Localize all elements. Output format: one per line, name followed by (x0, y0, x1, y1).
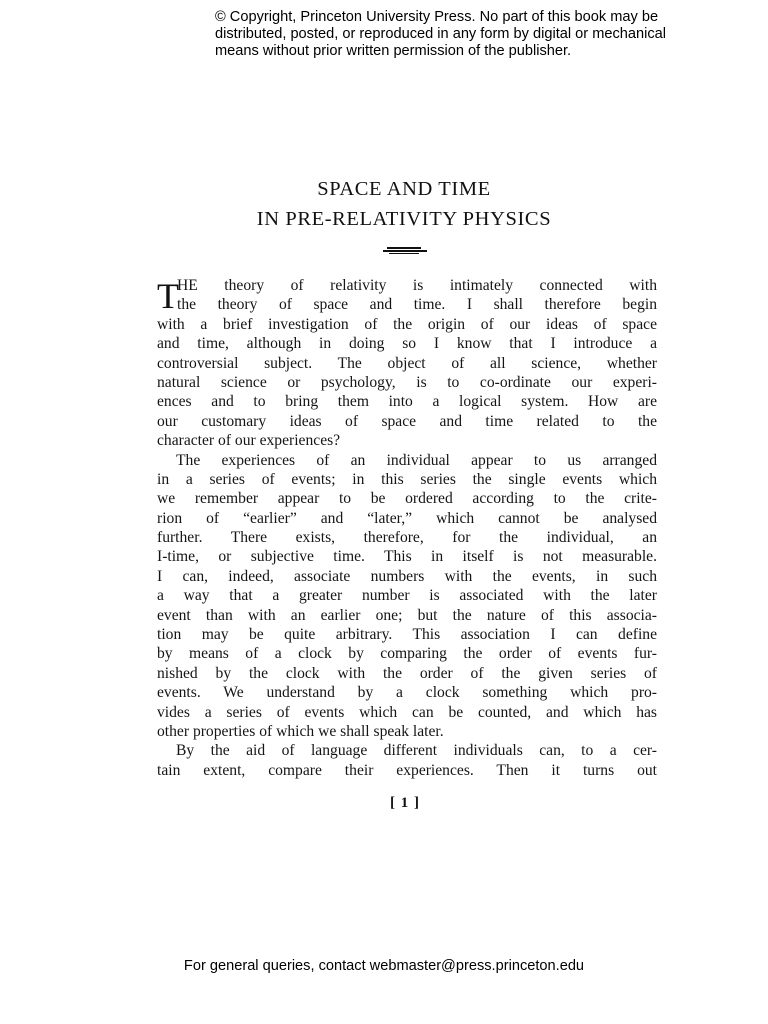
text-line: and time, although in doing so I know that I introduce a (157, 335, 657, 353)
text-line: natural science or psychology, is to co-ordinate our experi- (157, 373, 657, 391)
text-line: by means of a clock by comparing the order of events fur- (157, 645, 657, 663)
text-line: The experiences of an individual appear to us arranged (176, 451, 657, 469)
text-line: By the aid of language different individuals can, to a cer- (176, 742, 657, 760)
copyright-line: means without prior written permission of the publisher. (215, 43, 572, 59)
text-line: HE theory of relativity is intimately connected with (177, 277, 657, 294)
text-line: rion of “earlier” and “later,” which cannot be analysed (157, 509, 657, 527)
body-text (157, 276, 657, 780)
text-line: other properties of which we shall speak later. (157, 722, 444, 740)
chapter-title-line-1: SPACE AND TIME (317, 178, 491, 200)
text-line: ences and to bring them into a logical system. How are (157, 393, 657, 411)
footer-contact: For general queries, contact webmaster@press.princeton.edu (183, 958, 585, 974)
text-line: controversial subject. The object of all science, whether (157, 354, 657, 372)
text-line: our customary ideas of space and time related to the (157, 412, 657, 430)
text-line: with a brief investigation of the origin of our ideas of space (157, 315, 657, 333)
text-line: event than with an earlier one; but the nature of this associa- (157, 606, 657, 624)
copyright-notice (215, 9, 755, 60)
text-line: a way that a greater number is associated with the later (157, 587, 657, 605)
drop-cap: T (157, 276, 179, 316)
text-line: in a series of events; in this series the single events which (157, 470, 657, 488)
text-line: nished by the clock with the order of the given series of (157, 664, 657, 682)
page-number: [ 1 ] (390, 795, 420, 811)
text-line: we remember appear to be ordered according to the crite- (157, 490, 657, 508)
text-line: events. We understand by a clock something which pro- (157, 684, 657, 702)
copyright-line: distributed, posted, or reproduced in any form by digital or mechanical (215, 26, 667, 42)
title-ornament-rule (383, 247, 427, 255)
text-line: character of our experiences? (157, 432, 341, 450)
copyright-line: © Copyright, Princeton University Press. No part of this book may be (215, 9, 659, 25)
text-line: the theory of space and time. I shall therefore begin (177, 296, 657, 314)
text-line: further. There exists, therefore, for the individual, an (157, 529, 657, 547)
chapter-title-line-2: IN PRE-RELATIVITY PHYSICS (256, 208, 552, 230)
text-line: I can, indeed, associate numbers with the events, in such (157, 567, 657, 585)
text-line: tion may be quite arbitrary. This association I can define (157, 626, 657, 644)
text-line: vides a series of events which can be counted, and which has (157, 703, 657, 721)
text-line: tain extent, compare their experiences. Then it turns out (157, 761, 657, 779)
text-line: I-time, or subjective time. This in itself is not measurable. (157, 548, 657, 566)
